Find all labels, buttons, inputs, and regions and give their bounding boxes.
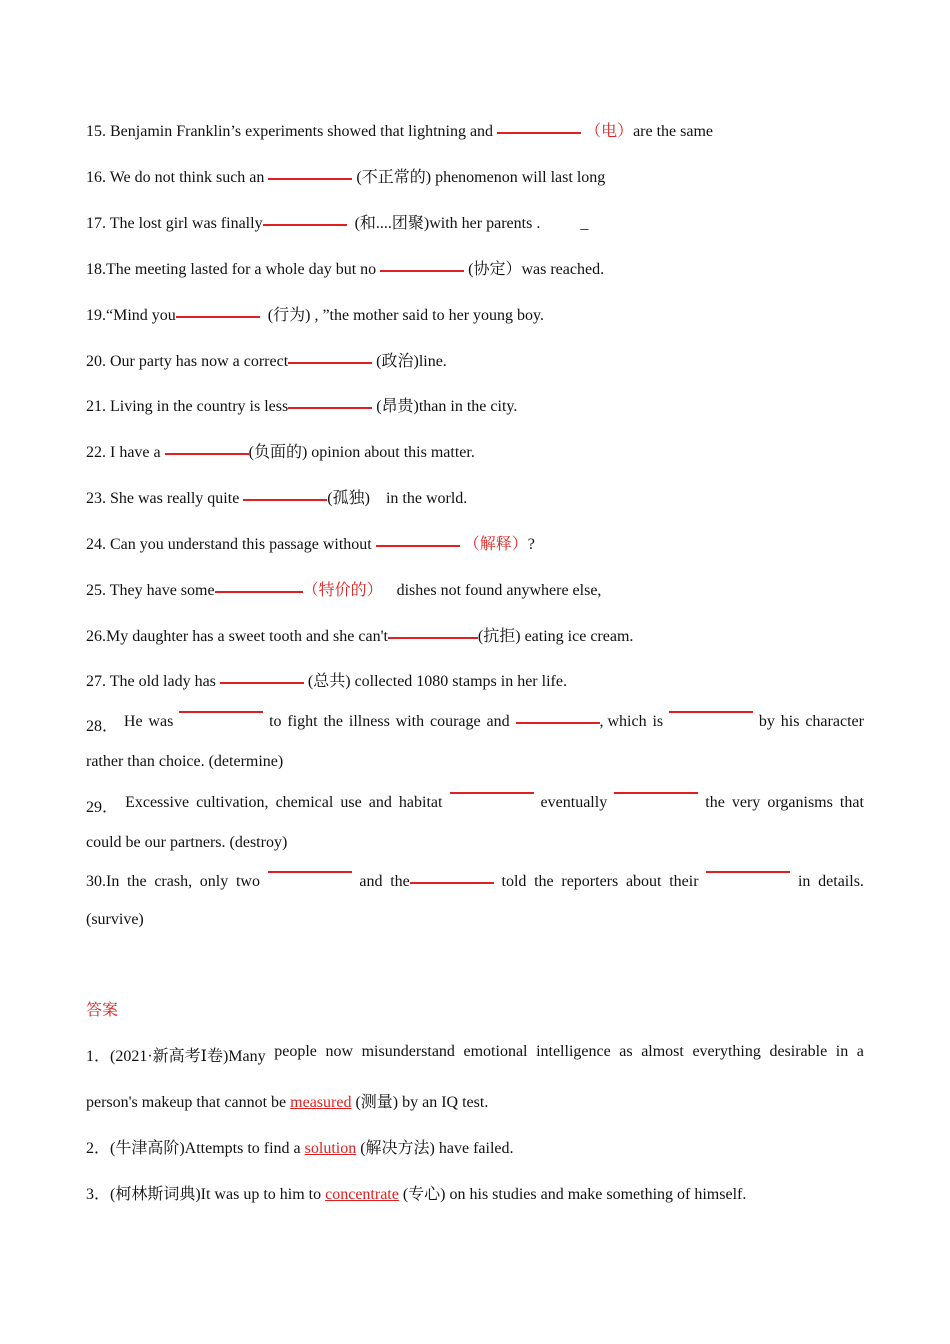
answer-blank[interactable] [268, 871, 352, 873]
answer-blank[interactable] [268, 178, 352, 180]
answer-blank[interactable] [669, 711, 753, 713]
answer-3: 3．(柯林斯词典)It was up to him to concentrate (专心) on his studies and make something of himself. [86, 1186, 747, 1203]
answer-blank[interactable] [410, 882, 494, 884]
answer-blank[interactable] [220, 682, 304, 684]
answer-word: solution [304, 1140, 357, 1157]
question-16: 16. We do not think such an (不正常的) phenomenon will last long [86, 169, 606, 186]
question-30-continued: (survive) [86, 911, 144, 928]
question-22: 22. I have a (负面的) opinion about this matter. [86, 444, 475, 461]
answer-1: 1．(2021·新高考Ⅰ卷)Many people now misunderstand emotional intelligence as almost everything desirable in a [86, 1043, 864, 1065]
answer-blank[interactable] [179, 711, 263, 713]
answer-blank[interactable] [165, 453, 249, 455]
answer-blank[interactable] [243, 499, 327, 501]
answer-2: 2．(牛津高阶)Attempts to find a solution (解决方法) have failed. [86, 1140, 514, 1157]
answers-heading: 答案 [86, 1002, 119, 1019]
question-18: 18.The meeting lasted for a whole day but no (协定）was reached. [86, 261, 605, 278]
answer-word: concentrate [325, 1186, 399, 1203]
answer-blank[interactable] [388, 637, 478, 639]
question-24: 24. Can you understand this passage without （解释）? [86, 536, 535, 553]
answer-blank[interactable] [614, 792, 698, 794]
answer-blank[interactable] [215, 591, 303, 593]
question-15: 15. Benjamin Franklin’s experiments showed that lightning and （电）are the same [86, 123, 714, 140]
question-20: 20. Our party has now a correct (政治)line. [86, 353, 447, 370]
question-28-continued: rather than choice. (determine) [86, 753, 284, 770]
answer-blank[interactable] [450, 792, 534, 794]
question-29-continued: could be our partners. (destroy) [86, 834, 288, 851]
answer-blank[interactable] [376, 545, 460, 547]
answer-blank[interactable] [380, 270, 464, 272]
question-25: 25. They have some （特价的） dishes not found anywhere else, [86, 582, 602, 599]
question-30: 30.In the crash, only two and the told the reporters about their in details. [86, 873, 864, 890]
question-19: 19.“Mind you (行为) , ”the mother said to her young boy. [86, 307, 545, 324]
answer-blank[interactable] [516, 722, 600, 724]
question-21: 21. Living in the country is less (昂贵)than in the city. [86, 398, 518, 415]
answer-blank[interactable] [263, 224, 347, 226]
answer-blank[interactable] [288, 407, 372, 409]
question-28: 28． He was to fight the illness with courage and , which is by his character [86, 713, 864, 735]
question-26: 26.My daughter has a sweet tooth and she can't (抗拒) eating ice cream. [86, 628, 634, 645]
answer-blank[interactable] [706, 871, 790, 873]
answer-word: measured [290, 1094, 352, 1111]
answer-blank[interactable] [497, 132, 581, 134]
answer-blank[interactable] [176, 316, 260, 318]
answer-blank[interactable] [288, 362, 372, 364]
question-23: 23. She was really quite (孤独) in the world. [86, 490, 468, 507]
question-29: 29． Excessive cultivation, chemical use and habitat eventually the very organisms that [86, 794, 864, 816]
question-17: 17. The lost girl was finally (和....团聚)with her parents . _ [86, 215, 589, 232]
answer-1-continued: person's makeup that cannot be measured (测量) by an IQ test. [86, 1094, 489, 1111]
question-27: 27. The old lady has (总共) collected 1080 stamps in her life. [86, 673, 567, 690]
